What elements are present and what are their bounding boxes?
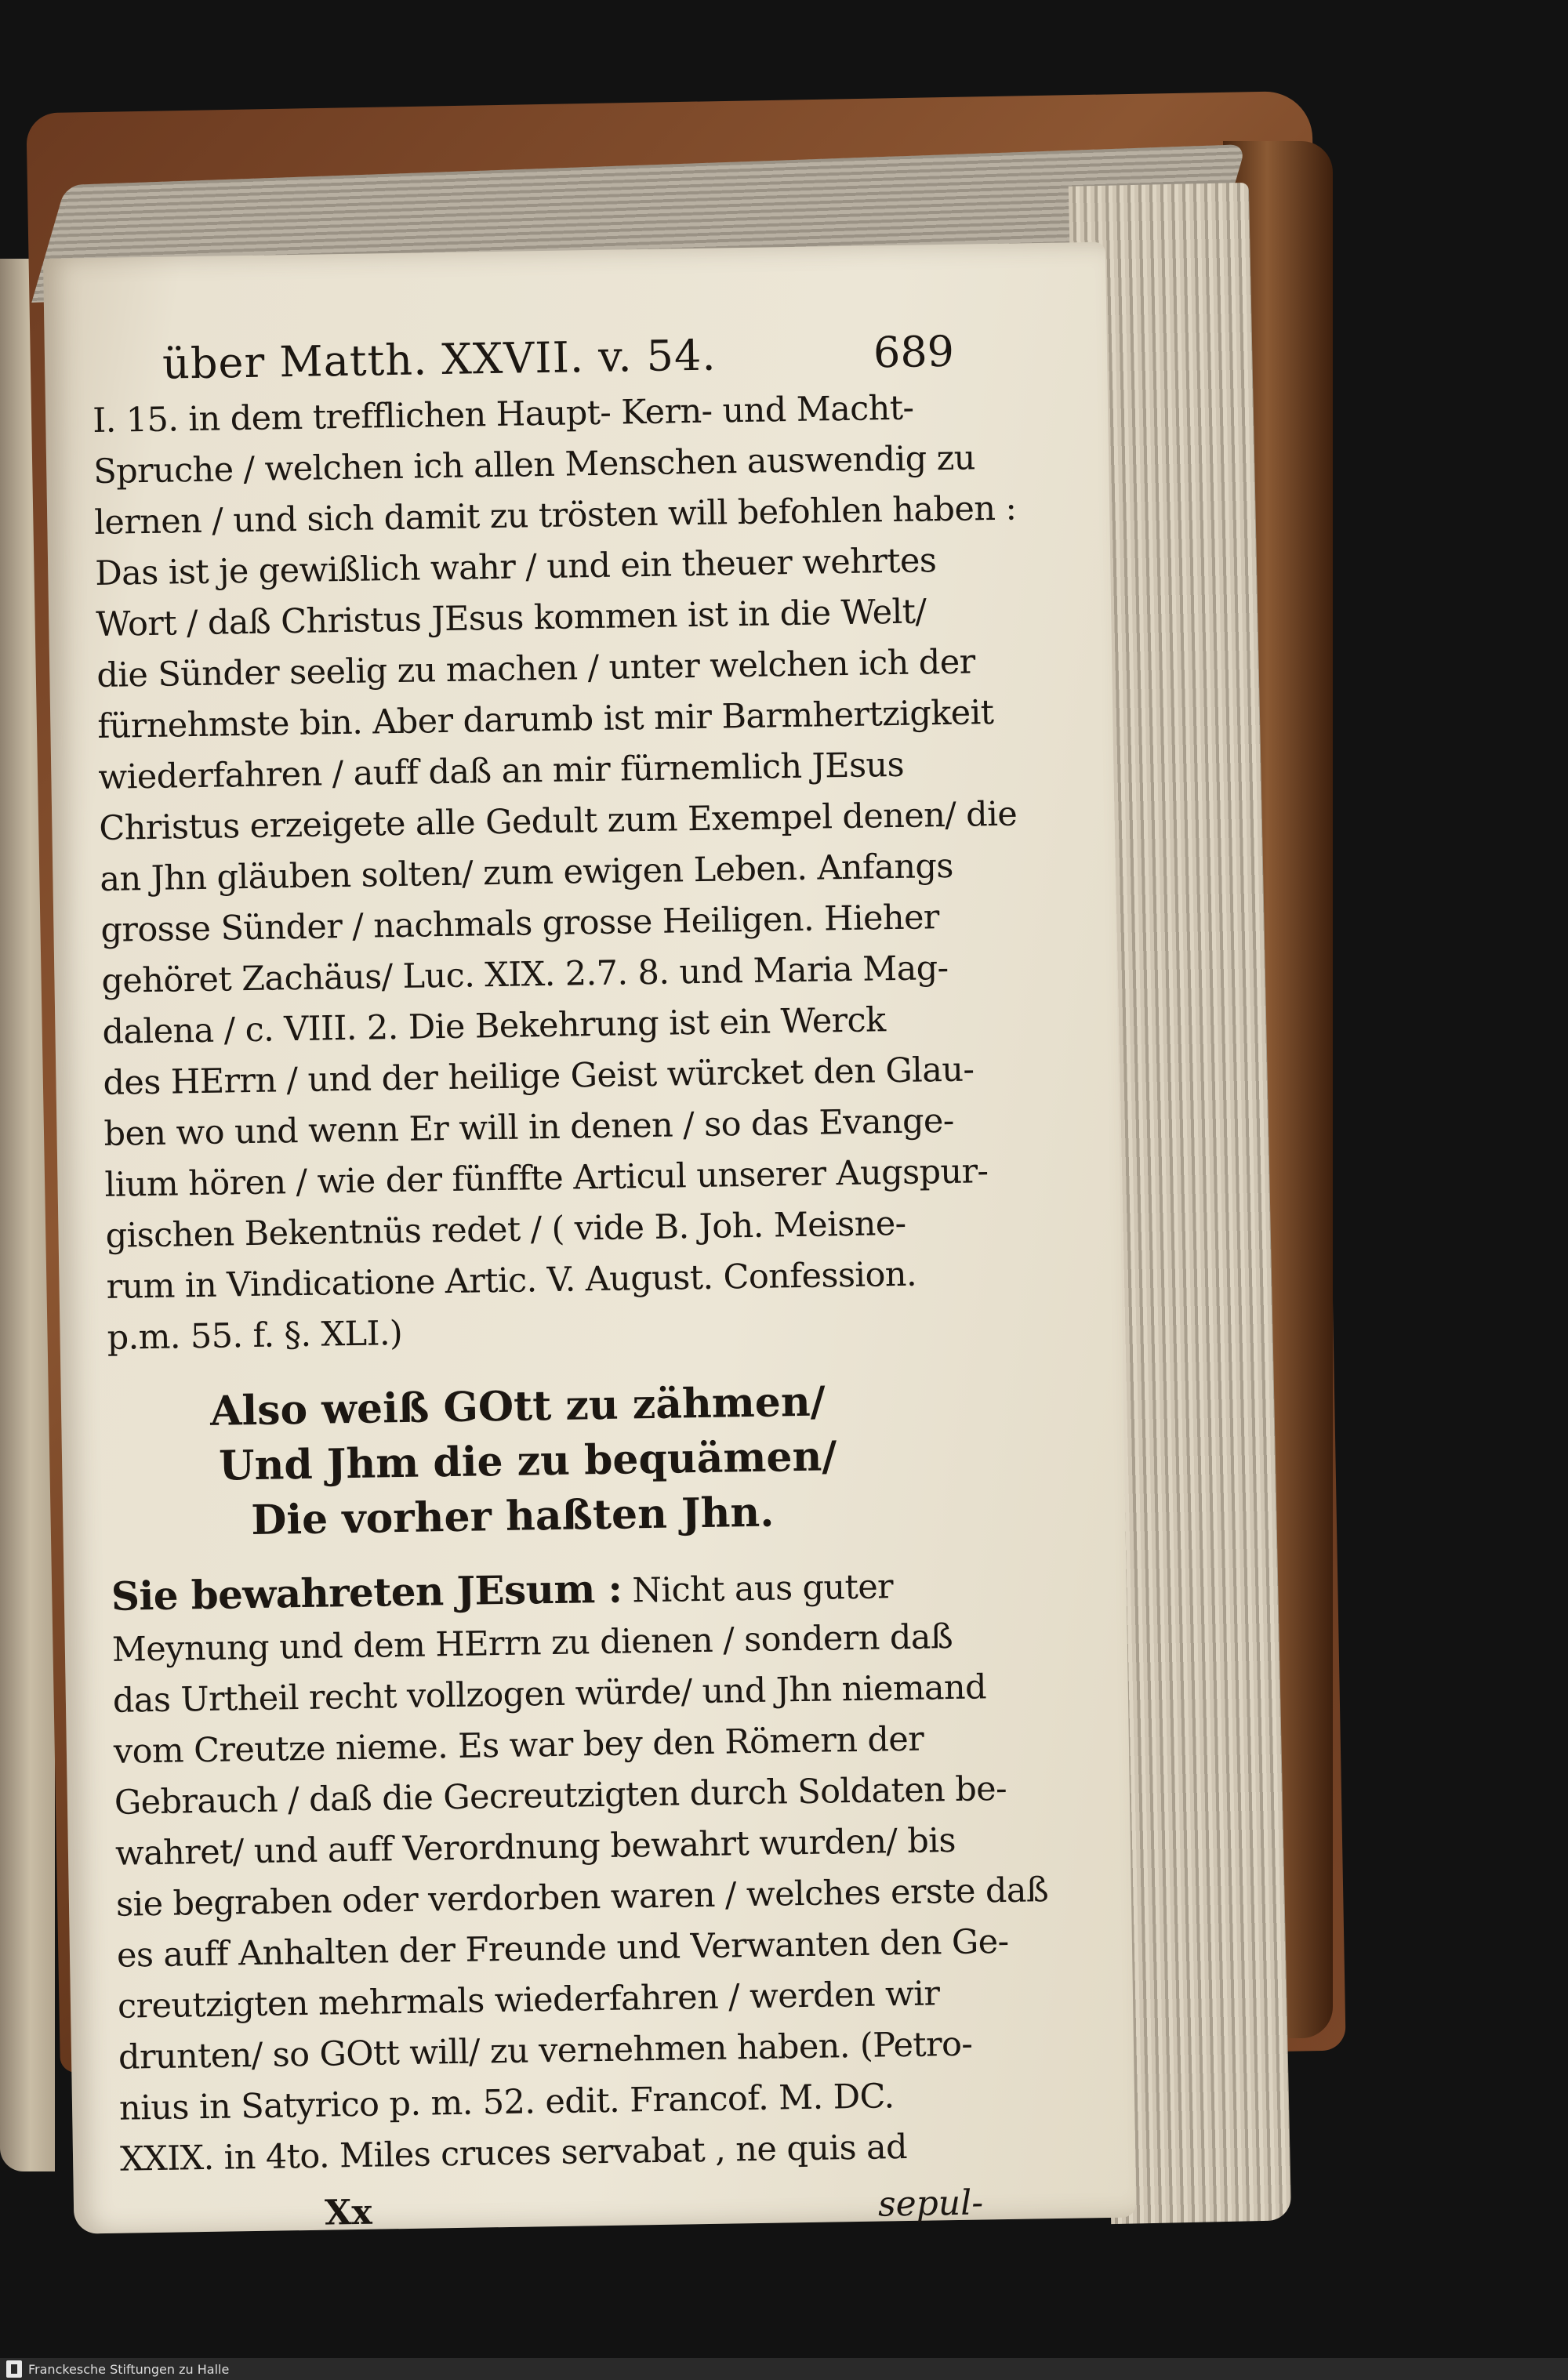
text-line: fürnehmste bin. Aber darumb ist mir Barmhertzigkeit [96,693,994,746]
text-line: des HErrn / und der heilige Geist würcket den Glau- [103,1050,975,1103]
verse-line: Die vorher haßten Jhn. [250,1488,775,1545]
text-line: gischen Bekentnüs redet / ( vide B. Joh. Meisne- [105,1203,906,1256]
text-line: sie begraben oder verdorben waren / welches erste daß [115,1870,1049,1925]
text-line: an Jhn gläuben solten/ zum ewigen Leben. Anfangs [100,846,954,899]
text-line: lium hören / wie der fünffte Articul unserer Augspur- [104,1152,989,1205]
text-line: rum in Vindicatione Artic. V. August. Confession. [106,1254,917,1307]
running-head-title: über Matth. XXVII. v. 54. [162,330,717,389]
page-text [92,326,1049,2240]
verse-line: Und Jhm die zu bequämen/ [218,1432,837,1490]
paragraph-2 [111,1557,1049,2185]
text-line: wahret/ und auff Verordnung bewahrt wurden/ bis [114,1820,956,1874]
text-line: creutzigten mehrmals wiederfahren / werden wir [117,1974,940,2026]
text-line: grosse Sünder / nachmals grosse Heiligen. Hieher [100,898,940,950]
text-line: I. 15. in dem trefflichen Haupt- Kern- und Macht- [92,388,914,441]
verse-line: Also weiß GOtt zu zähmen/ [209,1377,826,1435]
text-line: Spruche / welchen ich allen Menschen auswendig zu [93,438,976,492]
text-line: es auff Anhalten der Freunde und Verwanten den Ge- [116,1921,1009,1975]
text-line: Das ist je gewißlich wahr / und ein theuer wehrtes [94,541,937,594]
institution-logo-icon [6,2360,22,2378]
text-line: Wort / daß Christus JEsus kommen ist in die Welt/ [95,592,927,644]
institution-name: Franckesche Stiftungen zu Halle [28,2361,230,2377]
text-line: Gebrauch / daß die Gecreutzigten durch Soldaten be- [114,1769,1007,1823]
catchword: sepul- [877,2182,984,2225]
book-page [43,242,1136,2234]
paragraph-1 [92,383,1018,1364]
paragraph-lead: Sie bewahreten JEsum : [111,1565,622,1620]
text-line: das Urtheil recht vollzogen würde/ und Jhn niemand [112,1667,987,1721]
text-line: lernen / und sich damit zu trösten will befohlen haben : [93,488,1017,543]
text-line: Christus erzeigete alle Gedult zum Exempel denen/ die [99,794,1018,848]
text-line-rest: Nicht aus guter [621,1567,894,1611]
signature-mark: Xx [324,2192,372,2233]
text-line: drunten/ so GOtt will/ zu vernehmen haben. (Petro- [118,2024,973,2077]
text-line: nius in Satyrico p. m. 52. edit. Francof. M. DC. [118,2077,895,2128]
text-line: Meynung und dem HErrn zu dienen / sondern daß [111,1616,953,1670]
text-line: dalena / c. VIII. 2. Die Bekehrung ist ein Werck [102,1000,886,1052]
status-bar [0,2358,1568,2380]
text-line: die Sünder seelig zu machen / unter welchen ich der [96,642,975,695]
text-line: wiederfahren / auff daß an mir fürnemlich JEsus [98,745,905,797]
text-line: p.m. 55. f. §. XLI.) [107,1313,403,1358]
text-line: XXIX. in 4to. Miles cruces servabat , ne quis ad [119,2127,908,2179]
page-number: 689 [873,326,955,378]
text-line: gehöret Zachäus/ Luc. XIX. 2.7. 8. und Maria Mag- [101,948,949,1001]
running-head [92,326,963,389]
text-line: vom Creutze nieme. Es war bey den Römern der [113,1719,924,1772]
text-line: ben wo und wenn Er will in denen / so das Evange- [103,1101,955,1154]
verse [108,1372,981,1550]
